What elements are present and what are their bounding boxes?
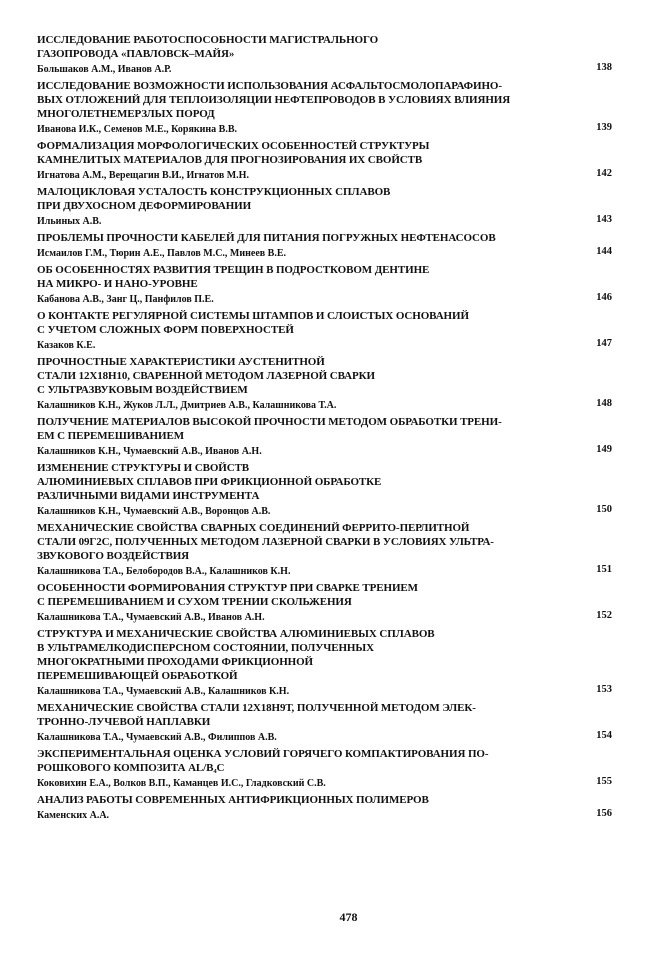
toc-entry xyxy=(37,415,612,457)
entry-title-line: МАЛОЦИКЛОВАЯ УСТАЛОСТЬ КОНСТРУКЦИОННЫХ СПЛАВОВ xyxy=(37,186,391,198)
entry-title-line: О КОНТАКТЕ РЕГУЛЯРНОЙ СИСТЕМЫ ШТАМПОВ И СЛОИСТЫХ ОСНОВАНИЙ xyxy=(37,310,469,322)
entry-page-number: 156 xyxy=(596,808,612,819)
toc-entry xyxy=(37,139,612,181)
entry-title-line: РАЗЛИЧНЫМИ ВИДАМИ ИНСТРУМЕНТА xyxy=(37,490,260,502)
entry-author-row xyxy=(37,337,612,351)
entry-author-row xyxy=(37,503,612,517)
entry-title-line: ПЕРЕМЕШИВАЮЩЕЙ ОБРАБОТКОЙ xyxy=(37,670,238,682)
entry-author-row xyxy=(37,213,612,227)
entry-authors: Калашникова Т.А., Чумаевский А.В., Калашников К.Н. xyxy=(37,686,290,697)
toc-entry xyxy=(37,185,612,227)
entry-title-line: АНАЛИЗ РАБОТЫ СОВРЕМЕННЫХ АНТИФРИКЦИОННЫХ ПОЛИМЕРОВ xyxy=(37,794,429,806)
entry-authors: Калашникова Т.А., Чумаевский А.В., Иванов А.Н. xyxy=(37,612,265,623)
entry-author-row xyxy=(37,61,612,75)
entry-author-row xyxy=(37,683,612,697)
entry-page-number: 139 xyxy=(596,122,612,133)
entry-title-line: СТАЛИ 09Г2С, ПОЛУЧЕННЫХ МЕТОДОМ ЛАЗЕРНОЙ СВАРКИ В УСЛОВИЯХ УЛЬТРА- xyxy=(37,536,494,548)
entry-author-row xyxy=(37,443,612,457)
entry-title-line: ЗВУКОВОГО ВОЗДЕЙСТВИЯ xyxy=(37,550,190,562)
entry-author-row xyxy=(37,563,612,577)
entry-page-number: 150 xyxy=(596,504,612,515)
entry-title-line: ОБ ОСОБЕННОСТЯХ РАЗВИТИЯ ТРЕЩИН В ПОДРОСТКОВОМ ДЕНТИНЕ xyxy=(37,264,430,276)
entry-author-row xyxy=(37,245,612,259)
toc-entry xyxy=(37,793,612,821)
entry-authors: Казаков К.Е. xyxy=(37,340,96,351)
entry-author-row xyxy=(37,167,612,181)
entry-page-number: 138 xyxy=(596,62,612,73)
toc-entry xyxy=(37,581,612,623)
entry-title-line: СТРУКТУРА И МЕХАНИЧЕСКИЕ СВОЙСТВА АЛЮМИНИЕВЫХ СПЛАВОВ xyxy=(37,628,435,640)
entry-page-number: 144 xyxy=(596,246,612,257)
entry-title-line: РОШКОВОГО КОМПОЗИТА AL/B₄C xyxy=(37,762,225,774)
entry-title-line: МНОГОЛЕТНЕМЕРЗЛЫХ ПОРОД xyxy=(37,108,215,120)
toc-entry xyxy=(37,355,612,411)
toc-entry xyxy=(37,309,612,351)
entry-page-number: 152 xyxy=(596,610,612,621)
entry-title-line: ПОЛУЧЕНИЕ МАТЕРИАЛОВ ВЫСОКОЙ ПРОЧНОСТИ МЕТОДОМ ОБРАБОТКИ ТРЕНИ- xyxy=(37,416,502,428)
toc-entry xyxy=(37,521,612,577)
toc-entry xyxy=(37,263,612,305)
entry-page-number: 143 xyxy=(596,214,612,225)
page-number: 478 xyxy=(339,910,358,924)
toc-entry xyxy=(37,79,612,135)
toc-entry xyxy=(37,461,612,517)
entry-author-row xyxy=(37,609,612,623)
entry-author-row xyxy=(37,291,612,305)
entry-authors: Каменских А.А. xyxy=(37,810,110,821)
toc-entry xyxy=(37,231,612,259)
entry-title-line: СТАЛИ 12Х18Н10, СВАРЕННОЙ МЕТОДОМ ЛАЗЕРНОЙ СВАРКИ xyxy=(37,370,375,382)
entry-authors: Коковихин Е.А., Волков В.П., Каманцев И.С., Гладковский С.В. xyxy=(37,778,326,789)
entry-title-line: ОСОБЕННОСТИ ФОРМИРОВАНИЯ СТРУКТУР ПРИ СВАРКЕ ТРЕНИЕМ xyxy=(37,582,418,594)
entry-authors: Калашникова Т.А., Белобородов В.А., Калашников К.Н. xyxy=(37,566,291,577)
toc-entry xyxy=(37,747,612,789)
entry-authors: Калашников К.Н., Чумаевский А.В., Иванов А.Н. xyxy=(37,446,262,457)
entry-title-line: ПРОБЛЕМЫ ПРОЧНОСТИ КАБЕЛЕЙ ДЛЯ ПИТАНИЯ ПОГРУЖНЫХ НЕФТЕНАСОСОВ xyxy=(37,232,496,244)
entry-page-number: 148 xyxy=(596,398,612,409)
entry-author-row xyxy=(37,397,612,411)
entry-author-row xyxy=(37,729,612,743)
entry-authors: Игнатова А.М., Верещагин В.И., Игнатов М.Н. xyxy=(37,170,249,181)
entry-authors: Исмаилов Г.М., Тюрин А.Е., Павлов М.С., Минеев В.Е. xyxy=(37,248,286,259)
entry-author-row xyxy=(37,121,612,135)
entry-title-line: ПРОЧНОСТНЫЕ ХАРАКТЕРИСТИКИ АУСТЕНИТНОЙ xyxy=(37,356,325,368)
entry-title-line: МЕХАНИЧЕСКИЕ СВОЙСТВА СВАРНЫХ СОЕДИНЕНИЙ ФЕРРИТО-ПЕРЛИТНОЙ xyxy=(37,522,470,534)
entry-authors: Калашникова Т.А., Чумаевский А.В., Филиппов А.В. xyxy=(37,732,277,743)
entry-title-line: ЕМ С ПЕРЕМЕШИВАНИЕМ xyxy=(37,430,184,442)
entry-authors: Иванова И.К., Семенов М.Е., Корякина В.В. xyxy=(37,124,238,135)
table-of-contents xyxy=(37,33,612,825)
entry-author-row xyxy=(37,807,612,821)
entry-title-line: С УЛЬТРАЗВУКОВЫМ ВОЗДЕЙСТВИЕМ xyxy=(37,384,248,396)
entry-page-number: 146 xyxy=(596,292,612,303)
entry-title-line: ИССЛЕДОВАНИЕ РАБОТОСПОСОБНОСТИ МАГИСТРАЛЬНОГО xyxy=(37,34,379,46)
entry-author-row xyxy=(37,775,612,789)
toc-entry xyxy=(37,33,612,75)
entry-title-line: ВЫХ ОТЛОЖЕНИЙ ДЛЯ ТЕПЛОИЗОЛЯЦИИ НЕФТЕПРОВОДОВ В УСЛОВИЯХ ВЛИЯНИЯ xyxy=(37,94,511,106)
toc-entry xyxy=(37,627,612,697)
entry-title-line: КАМНЕЛИТЫХ МАТЕРИАЛОВ ДЛЯ ПРОГНОЗИРОВАНИЯ ИХ СВОЙСТВ xyxy=(37,154,423,166)
entry-title-line: АЛЮМИНИЕВЫХ СПЛАВОВ ПРИ ФРИКЦИОННОЙ ОБРАБОТКЕ xyxy=(37,476,382,488)
entry-title-line: МЕХАНИЧЕСКИЕ СВОЙСТВА СТАЛИ 12Х18Н9Т, ПОЛУЧЕННОЙ МЕТОДОМ ЭЛЕК- xyxy=(37,702,476,714)
entry-authors: Калашников К.Н., Жуков Л.Л., Дмитриев А.В., Калашникова Т.А. xyxy=(37,400,337,411)
entry-page-number: 155 xyxy=(596,776,612,787)
entry-title-line: ИЗМЕНЕНИЕ СТРУКТУРЫ И СВОЙСТВ xyxy=(37,462,250,474)
entry-page-number: 147 xyxy=(596,338,612,349)
entry-title-line: НА МИКРО- И НАНО-УРОВНЕ xyxy=(37,278,198,290)
entry-page-number: 142 xyxy=(596,168,612,179)
entry-title-line: ТРОННО-ЛУЧЕВОЙ НАПЛАВКИ xyxy=(37,716,211,728)
entry-title-line: ФОРМАЛИЗАЦИЯ МОРФОЛОГИЧЕСКИХ ОСОБЕННОСТЕЙ СТРУКТУРЫ xyxy=(37,140,430,152)
entry-title-line: ЭКСПЕРИМЕНТАЛЬНАЯ ОЦЕНКА УСЛОВИЙ ГОРЯЧЕГО КОМПАКТИРОВАНИЯ ПО- xyxy=(37,748,489,760)
entry-title-line: В УЛЬТРАМЕЛКОДИСПЕРСНОМ СОСТОЯНИИ, ПОЛУЧЕННЫХ xyxy=(37,642,374,654)
entry-authors: Калашников К.Н., Чумаевский А.В., Воронцов А.В. xyxy=(37,506,271,517)
entry-title-line: ГАЗОПРОВОДА «ПАВЛОВСК–МАЙЯ» xyxy=(37,48,235,60)
toc-entry xyxy=(37,701,612,743)
entry-title-line: С ПЕРЕМЕШИВАНИЕМ И СУХОМ ТРЕНИИ СКОЛЬЖЕНИЯ xyxy=(37,596,352,608)
entry-authors: Большаков А.М., Иванов А.Р. xyxy=(37,64,172,75)
entry-title-line: С УЧЕТОМ СЛОЖНЫХ ФОРМ ПОВЕРХНОСТЕЙ xyxy=(37,324,294,336)
entry-page-number: 153 xyxy=(596,684,612,695)
entry-page-number: 151 xyxy=(596,564,612,575)
entry-authors: Кабанова А.В., Занг Ц., Панфилов П.Е. xyxy=(37,294,214,305)
entry-title-line: ПРИ ДВУХОСНОМ ДЕФОРМИРОВАНИИ xyxy=(37,200,252,212)
entry-title-line: МНОГОКРАТНЫМИ ПРОХОДАМИ ФРИКЦИОННОЙ xyxy=(37,656,314,668)
entry-page-number: 154 xyxy=(596,730,612,741)
entry-title-line: ИССЛЕДОВАНИЕ ВОЗМОЖНОСТИ ИСПОЛЬЗОВАНИЯ АСФАЛЬТОСМОЛОПАРАФИНО- xyxy=(37,80,502,92)
entry-page-number: 149 xyxy=(596,444,612,455)
entry-authors: Ильиных А.В. xyxy=(37,216,102,227)
